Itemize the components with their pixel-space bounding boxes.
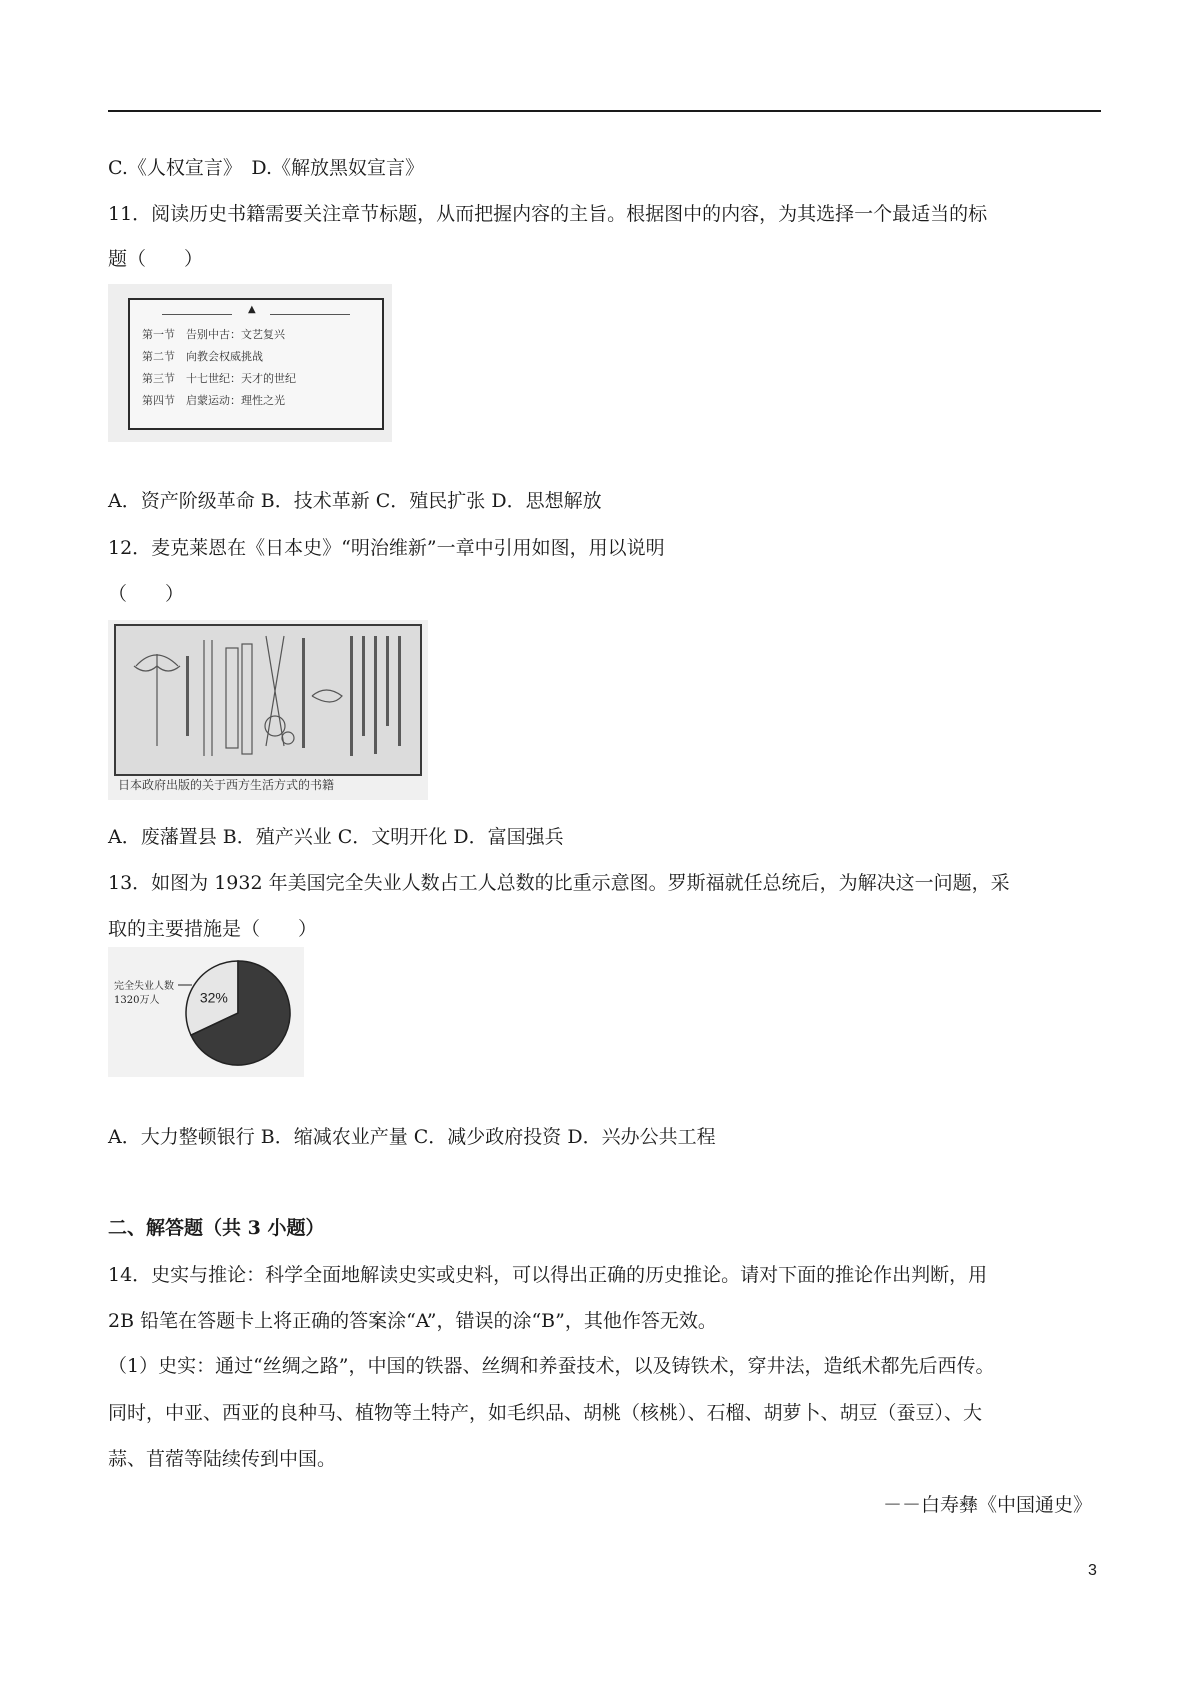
q14-source: －－白寿彝《中国通史》	[882, 1494, 1092, 1516]
pie-slice-label-0: 32%	[199, 989, 228, 1006]
q12-stem-line2: （ ）	[108, 583, 185, 605]
q14-fact-line3: 蒜、苜蓿等陆续传到中国。	[108, 1448, 337, 1470]
q13-pie-chart	[108, 947, 304, 1077]
book-page-illustration	[116, 626, 420, 774]
book-page-caption: 日本政府出版的关于西方生活方式的书籍	[118, 778, 335, 792]
q11-stem-line1: 11．阅读历史书籍需要关注章节标题，从而把握内容的主旨。根据图中的内容，为其选择一个最适当的标	[108, 203, 988, 225]
pie-label-line2: 1320万人	[114, 995, 160, 1006]
q10-options: C.《人权宣言》 D.《解放黑奴宣言》	[108, 157, 424, 179]
q14-fact-line1: （1）史实：通过“丝绸之路”，中国的铁器、丝绸和养蚕技术，以及铸铁术，穿井法，造纸术都先后西传。	[108, 1355, 995, 1377]
header-rule	[108, 110, 1101, 112]
section2-title: 二、解答题（共 3 小题）	[108, 1217, 325, 1239]
contents-section-4: 第四节 启蒙运动：理性之光	[142, 394, 285, 407]
q12-figure-book-page	[108, 620, 428, 800]
q13-options: A．大力整顿银行 B．缩减农业产量 C．减少政府投资 D．兴办公共工程	[108, 1126, 716, 1148]
q14-fact-line2: 同时，中亚、西亚的良种马、植物等土特产，如毛织品、胡桃（核桃）、石榴、胡萝卜、胡豆（蚕豆）、大	[108, 1402, 983, 1424]
book-page-scan	[114, 624, 422, 776]
q13-stem-line1: 13．如图为 1932 年美国完全失业人数占工人总数的比重示意图。罗斯福就任总统后，为解决这一问题，采	[108, 872, 1010, 894]
contents-section-2: 第二节 向教会权威挑战	[142, 350, 263, 363]
q11-options: A．资产阶级革命 B．技术革新 C．殖民扩张 D．思想解放	[108, 490, 602, 512]
contents-frame	[128, 298, 384, 430]
q14-line2: 2B 铅笔在答题卡上将正确的答案涂“A”，错误的涂“B”，其他作答无效。	[108, 1310, 717, 1332]
q11-figure-contents	[108, 284, 392, 442]
contents-section-3: 第三节 十七世纪：天才的世纪	[142, 372, 296, 385]
contents-title-mark: ▲	[248, 304, 256, 315]
q11-stem-line2: 题（ ）	[108, 248, 204, 270]
page-number: 3	[1088, 1562, 1097, 1579]
q14-line1: 14．史实与推论：科学全面地解读史实或史料，可以得出正确的历史推论。请对下面的推论作出判断，用	[108, 1264, 988, 1286]
pie-chart-svg	[108, 947, 304, 1077]
contents-title-rule-left	[162, 314, 232, 315]
contents-section-1: 第一节 告别中古：文艺复兴	[142, 328, 285, 341]
pie-label-line1: 完全失业人数	[114, 981, 174, 992]
contents-title-rule-right	[270, 314, 350, 315]
q12-options: A．废藩置县 B．殖产兴业 C．文明开化 D．富国强兵	[108, 826, 564, 848]
q13-stem-line2: 取的主要措施是（ ）	[108, 918, 318, 940]
q12-stem-line1: 12．麦克莱恩在《日本史》“明治维新”一章中引用如图，用以说明	[108, 537, 665, 559]
